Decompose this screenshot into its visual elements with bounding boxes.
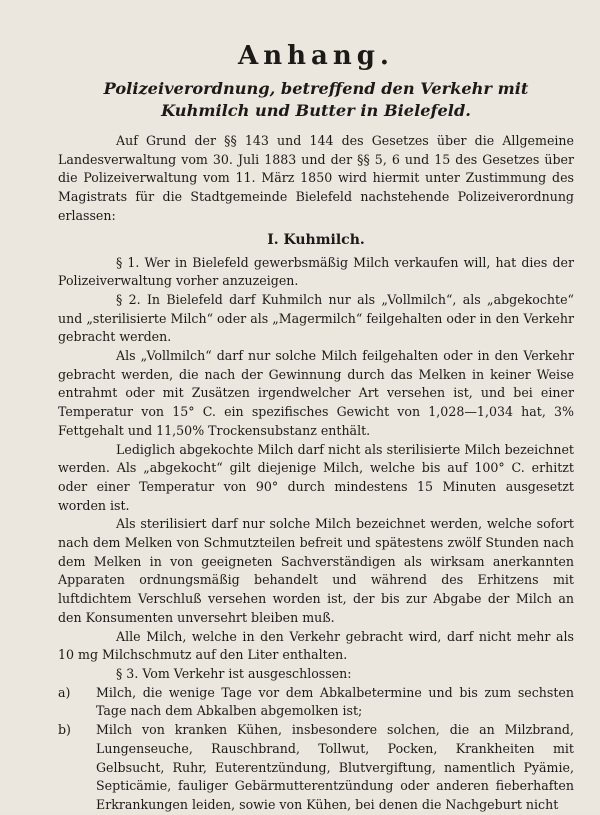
list-marker: b) xyxy=(58,722,71,738)
section-title: I. Kuhmilch. xyxy=(267,231,365,248)
list-item xyxy=(58,684,574,721)
list-item-text: Milch, die wenige Tage vor dem Abkalbetermine und bis zum sechsten Tage nach dem Abkalben abgemolken ist; xyxy=(96,684,574,719)
intro-paragraph: Auf Grund der §§ 143 und 144 des Gesetzes über die Allgemeine Landesverwaltung vom 30. Juli 1883 und der §§ 5, 6 und 15 des Gesetzes über die Polizeiverwaltung vom 11. März 1850 wird hiermit unter Zustimmung des Magistrats für die Stadtgemeinde Bielefeld nachstehende Polizeiverordnung erlassen: xyxy=(58,133,574,223)
list-item xyxy=(58,721,574,815)
paragraph-6: Alle Milch, welche in den Verkehr gebracht wird, darf nicht mehr als 10 mg Milchschmutz auf den Liter enthalten. xyxy=(58,628,574,663)
list-marker: a) xyxy=(58,684,71,700)
paragraph-4: Lediglich abgekochte Milch darf nicht als sterilisierte Milch bezeichnet werden. Als „abgekocht“ gilt diejenige Milch, welche bis auf 100° C. erhitzt oder einer Temperatur von 90° durch mindestens 15 Minuten ausgesetzt worden ist. xyxy=(58,441,574,513)
paragraph-5: Als sterilisiert darf nur solche Milch bezeichnet werden, welche sofort nach dem Melken von Schmutzteilen befreit und spätestens zwölf Stunden nach dem Melken in von geeigneten Sachverständigen als wirksam anerkannten Apparaten ordnungsmäßig behandelt und während des Erhitzens mit luftdichtem Verschluß versehen worden ist, der bis zur Abgabe der Milch an den Konsumenten unversehrt bleiben muß. xyxy=(58,516,574,625)
list-item-text: Milch von kranken Kühen, insbesondere solchen, die an Milzbrand, Lungenseuche, Rauschbrand, Tollwut, Pocken, Krankheiten mit Gelbsucht, Ruhr, Euterentzündung, Blutvergiftung, namentlich Pyämie, Septicämie, fauliger Gebärmutterentzündung oder anderen fieberhaften Erkrankungen leiden, sowie von Kühen, bei denen die Nachgeburt nicht xyxy=(96,722,574,812)
paragraph-3: Als „Vollmilch“ darf nur solche Milch feilgehalten oder in den Verkehr gebracht werden, die nach der Gewinnung durch das Melken in keiner Weise entrahmt oder mit Zusätzen irgendwelcher Art versehen ist, und bei einer Temperatur von 15° C. ein spezifisches Gewicht von 1,028—1,034 hat, 3% Fettgehalt und 11,50% Trockensubstanz enthält. xyxy=(58,348,574,438)
paragraph-2: § 2. In Bielefeld darf Kuhmilch nur als „Vollmilch“, als „abgekochte“ und „sterilisierte Milch“ oder als „Magermilch“ feilgehalten oder in den Verkehr gebracht werden. xyxy=(58,291,574,345)
paragraph-7: § 3. Vom Verkehr ist ausgeschlossen: xyxy=(116,665,352,681)
page-subtitle: Polizeiverordnung, betreffend den Verkehr mit Kuhmilch und Butter in Bielefeld. xyxy=(103,79,529,120)
exclusion-list xyxy=(58,684,574,815)
page-heading: Anhang. xyxy=(238,41,394,71)
paragraph-1: § 1. Wer in Bielefeld gewerbsmäßig Milch verkaufen will, hat dies der Polizeiverwaltung vorher anzuzeigen. xyxy=(58,254,574,289)
